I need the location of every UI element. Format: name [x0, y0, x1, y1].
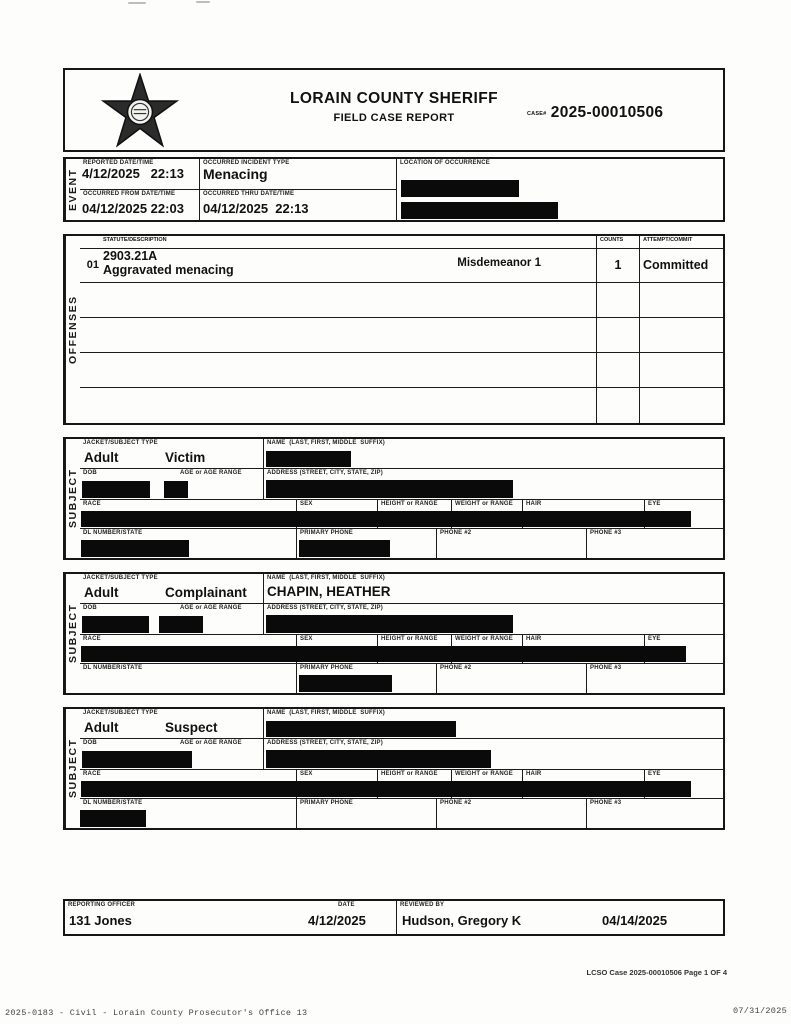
dl-cell: [80, 799, 297, 828]
subject-phone-row: [80, 529, 723, 558]
dl-label: DL NUMBER/STATE: [83, 530, 143, 536]
redaction-bar-location-2: [401, 202, 558, 219]
height-label: HEIGHT or RANGE: [381, 501, 438, 507]
primary-phone-label: PRIMARY PHONE: [300, 665, 353, 671]
address-label: ADDRESS (STREET, CITY, STATE, ZIP): [267, 470, 383, 476]
weight-label: WEIGHT or RANGE: [455, 501, 513, 507]
reviewed-by-label: REVIEWED BY: [400, 902, 445, 908]
subject-dob-age-cell: [80, 739, 264, 770]
offense-row-statute: [100, 249, 597, 283]
sex-label: SEX: [300, 501, 313, 507]
offense-empty-cell: [100, 318, 597, 353]
primary-phone-label: PRIMARY PHONE: [300, 530, 353, 536]
dl-cell: [80, 664, 297, 693]
offense-attempt: Committed: [643, 258, 709, 272]
subject-name-label: NAME (LAST, FIRST, MIDDLE SUFFIX): [267, 575, 385, 581]
offense-empty-cell: [597, 353, 640, 388]
offense-empty-cell: [597, 318, 640, 353]
case-number-label: CASE#: [527, 111, 547, 117]
report-type-title: FIELD CASE REPORT: [333, 112, 455, 124]
document-reference: 2025-0183 - Civil - Lorain County Prosecutor's Office 13: [5, 1008, 308, 1018]
address-label: ADDRESS (STREET, CITY, STATE, ZIP): [267, 740, 383, 746]
dob-label: DOB: [83, 740, 97, 746]
offense-row-attempt: [640, 249, 723, 283]
incident-type-value: Menacing: [203, 166, 268, 182]
subject-physical-row: [80, 770, 723, 799]
offense-empty-cell: [640, 353, 723, 388]
subject-phone-row: [80, 664, 723, 693]
subject-type-cell: [80, 574, 264, 604]
age-label: AGE or AGE RANGE: [180, 740, 242, 746]
scan-artifact: [128, 2, 146, 4]
dob-label: DOB: [83, 605, 97, 611]
event-section: [63, 157, 725, 222]
eye-label: EYE: [648, 636, 661, 642]
reporting-officer-label: REPORTING OFFICER: [68, 902, 136, 908]
redaction-bar-physical: [81, 511, 691, 527]
subject-section-suspect: [63, 707, 725, 830]
dl-label: DL NUMBER/STATE: [83, 665, 143, 671]
occurred-from-cell: [80, 190, 200, 220]
offense-empty-cell: [100, 388, 597, 423]
phone2-label: PHONE #2: [440, 530, 472, 536]
reporting-officer-cell: [65, 901, 397, 934]
primary-phone-cell: [297, 529, 437, 558]
location-cell: [397, 159, 723, 220]
redaction-bar-dob: [82, 481, 150, 498]
subject-dob-age-cell: [80, 604, 264, 635]
subject-dob-age-cell: [80, 469, 264, 500]
offense-counts-header: [597, 236, 640, 249]
primary-phone-cell: [297, 664, 437, 693]
subject-role-value: Victim: [165, 450, 206, 465]
subject-address-cell: [264, 739, 723, 770]
subject-section-victim: [63, 437, 725, 560]
phone3-cell: [587, 799, 723, 828]
redaction-bar-age: [164, 481, 188, 498]
offense-level: Misdemeanor 1: [457, 257, 541, 269]
subject-section-label: SUBJECT: [65, 574, 80, 693]
redaction-bar-age: [159, 616, 203, 633]
weight-label: WEIGHT or RANGE: [455, 636, 513, 642]
attempt-header-label: ATTEMPT/COMMIT: [643, 237, 693, 243]
reported-datetime-cell: [80, 159, 200, 190]
redaction-bar-dob: [82, 616, 149, 633]
subject-name-cell: [264, 574, 723, 604]
scan-artifact: [196, 1, 210, 3]
redaction-bar-address: [266, 480, 513, 498]
subject-type-cell: [80, 709, 264, 739]
reviewed-by-cell: [397, 901, 723, 934]
redaction-bar-dob: [82, 751, 192, 768]
offense-empty-cell: [640, 283, 723, 318]
offense-row-counts: [597, 249, 640, 283]
officer-section: [63, 899, 725, 936]
offense-number: 01: [86, 259, 99, 271]
phone2-label: PHONE #2: [440, 665, 472, 671]
offenses-section: [63, 234, 725, 425]
address-label: ADDRESS (STREET, CITY, STATE, ZIP): [267, 605, 383, 611]
height-label: HEIGHT or RANGE: [381, 636, 438, 642]
dl-label: DL NUMBER/STATE: [83, 800, 143, 806]
subject-section-complainant: [63, 572, 725, 695]
subject-section-label: SUBJECT: [65, 439, 80, 558]
hair-label: HAIR: [526, 501, 542, 507]
page-info: LCSO Case 2025-00010506 Page 1 OF 4: [586, 968, 727, 977]
offense-statute: 2903.21A: [103, 249, 158, 263]
occurred-from-label: OCCURRED FROM DATE/TIME: [83, 191, 176, 197]
race-label: RACE: [83, 636, 101, 642]
phone3-label: PHONE #3: [590, 800, 622, 806]
offense-empty-cell: [80, 318, 100, 353]
offense-description: Aggravated menacing: [103, 263, 234, 277]
phone2-label: PHONE #2: [440, 800, 472, 806]
primary-phone-cell: [297, 799, 437, 828]
subject-phone-row: [80, 799, 723, 828]
phone2-cell: [437, 799, 587, 828]
redaction-bar-physical: [81, 646, 686, 662]
subject-type-value: Adult: [84, 450, 119, 465]
report-date-label: DATE: [338, 902, 355, 908]
redaction-bar-address: [266, 750, 491, 768]
report-header: [63, 68, 725, 152]
subject-type-value: Adult: [84, 585, 119, 600]
phone3-cell: [587, 664, 723, 693]
occurred-thru-cell: [200, 190, 397, 220]
occurred-thru-label: OCCURRED THRU DATE/TIME: [203, 191, 295, 197]
subject-name-label: NAME (LAST, FIRST, MIDDLE SUFFIX): [267, 440, 385, 446]
subject-type-label: JACKET/SUBJECT TYPE: [83, 575, 158, 581]
subject-name-cell: [264, 709, 723, 739]
case-number-block: [527, 104, 663, 122]
offenses-section-label: OFFENSES: [65, 236, 80, 423]
subject-address-cell: [264, 604, 723, 635]
redaction-bar-phone: [299, 675, 392, 692]
offense-empty-cell: [597, 388, 640, 423]
dl-cell: [80, 529, 297, 558]
phone3-label: PHONE #3: [590, 530, 622, 536]
subject-name-value: CHAPIN, HEATHER: [267, 584, 391, 599]
offense-counts: 1: [614, 258, 622, 272]
case-number-value: 2025-00010506: [550, 104, 664, 121]
redaction-bar-name: [266, 721, 456, 737]
offense-empty-cell: [80, 388, 100, 423]
subject-name-label: NAME (LAST, FIRST, MIDDLE SUFFIX): [267, 710, 385, 716]
offense-empty-cell: [640, 388, 723, 423]
phone3-cell: [587, 529, 723, 558]
offense-row-num: [80, 249, 100, 283]
subject-name-cell: [264, 439, 723, 469]
redaction-bar-location-1: [401, 180, 519, 197]
eye-label: EYE: [648, 501, 661, 507]
offense-empty-cell: [80, 353, 100, 388]
redaction-bar-name: [266, 451, 351, 467]
dob-label: DOB: [83, 470, 97, 476]
race-label: RACE: [83, 501, 101, 507]
redaction-bar-dl: [81, 540, 189, 557]
location-label: LOCATION OF OCCURRENCE: [400, 160, 490, 166]
subject-address-cell: [264, 469, 723, 500]
reporting-officer-value: 131 Jones: [69, 913, 132, 928]
eye-label: EYE: [648, 771, 661, 777]
subject-section-label: SUBJECT: [65, 709, 80, 828]
phone3-label: PHONE #3: [590, 665, 622, 671]
incident-type-label: OCCURRED INCIDENT TYPE: [203, 160, 290, 166]
phone2-cell: [437, 664, 587, 693]
redaction-bar-address: [266, 615, 513, 633]
offense-attempt-header: [640, 236, 723, 249]
print-date: 07/31/2025: [732, 1006, 787, 1016]
hair-label: HAIR: [526, 636, 542, 642]
subject-type-cell: [80, 439, 264, 469]
offense-empty-cell: [100, 283, 597, 318]
redaction-bar-dl: [80, 810, 146, 827]
offense-empty-cell: [640, 318, 723, 353]
occurred-thru-value: 04/12/2025 22:13: [203, 201, 309, 216]
reviewed-by-value: Hudson, Gregory K: [402, 913, 522, 928]
subject-type-label: JACKET/SUBJECT TYPE: [83, 440, 158, 446]
offense-statute-header: [100, 236, 597, 249]
phone2-cell: [437, 529, 587, 558]
age-label: AGE or AGE RANGE: [180, 605, 242, 611]
reported-datetime-label: REPORTED DATE/TIME: [83, 160, 154, 166]
agency-title: LORAIN COUNTY SHERIFF: [290, 90, 498, 107]
subject-physical-row: [80, 500, 723, 529]
redaction-bar-phone: [299, 540, 390, 557]
subject-physical-row: [80, 635, 723, 664]
hair-label: HAIR: [526, 771, 542, 777]
offense-empty-cell: [80, 283, 100, 318]
primary-phone-label: PRIMARY PHONE: [300, 800, 353, 806]
subject-role-value: Complainant: [165, 585, 247, 600]
sex-label: SEX: [300, 636, 313, 642]
race-label: RACE: [83, 771, 101, 777]
reviewed-date-value: 04/14/2025: [602, 913, 668, 928]
offense-num-header: [80, 236, 100, 249]
subject-role-value: Suspect: [165, 720, 218, 735]
offense-empty-cell: [597, 283, 640, 318]
counts-header-label: COUNTS: [600, 237, 624, 243]
subject-type-label: JACKET/SUBJECT TYPE: [83, 710, 158, 716]
age-label: AGE or AGE RANGE: [180, 470, 242, 476]
event-section-label: EVENT: [65, 159, 80, 220]
subject-type-value: Adult: [84, 720, 119, 735]
sex-label: SEX: [300, 771, 313, 777]
offense-empty-cell: [100, 353, 597, 388]
statute-header-label: STATUTE/DESCRIPTION: [103, 237, 167, 243]
incident-type-cell: [200, 159, 397, 190]
weight-label: WEIGHT or RANGE: [455, 771, 513, 777]
redaction-bar-physical: [81, 781, 691, 797]
height-label: HEIGHT or RANGE: [381, 771, 438, 777]
reported-datetime-value: 4/12/2025 22:13: [82, 166, 184, 181]
occurred-from-value: 04/12/2025 22:03: [82, 201, 184, 216]
report-date-value: 4/12/2025: [308, 913, 366, 928]
